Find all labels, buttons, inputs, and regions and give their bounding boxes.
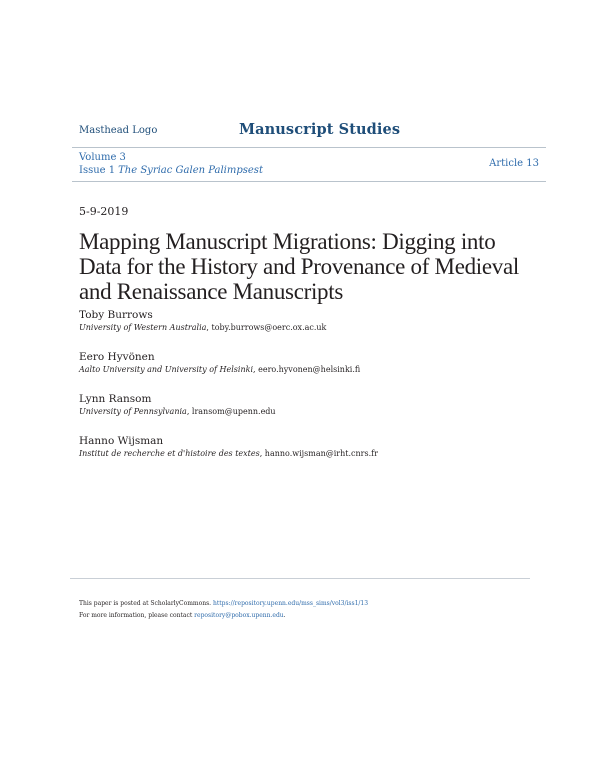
article-title: Mapping Manuscript Migrations: Digging into Data for the History and Provenance of Medieval and Renaissance Manuscripts [79, 229, 519, 304]
author-name[interactable]: Eero Hyvönen [79, 351, 155, 363]
masthead-logo-link[interactable]: Masthead Logo [79, 125, 158, 136]
contact-email-link[interactable]: repository@pobox.upenn.edu [194, 612, 284, 619]
author-affiliation [79, 448, 549, 460]
author-affiliation [79, 322, 549, 334]
author-list [79, 308, 549, 476]
author-email: , eero.hyvonen@helsinki.fi [253, 365, 361, 374]
article-url-link[interactable]: https://repository.upenn.edu/mss_sims/vol3/iss1/13 [213, 600, 369, 607]
posted-notice [79, 598, 539, 610]
author-entry [79, 434, 549, 476]
author-email: , hanno.wijsman@irht.cnrs.fr [259, 449, 378, 458]
author-email: , lransom@upenn.edu [186, 407, 276, 416]
author-name[interactable]: Hanno Wijsman [79, 435, 164, 447]
contact-text: For more information, please contact [79, 612, 193, 619]
issue-link[interactable]: Issue 1 [79, 165, 116, 176]
journal-title-link[interactable]: Manuscript Studies [239, 121, 401, 138]
author-institution: University of Pennsylvania [79, 407, 187, 416]
header-divider [72, 147, 546, 148]
volume-link[interactable]: Volume 3 [79, 152, 126, 163]
author-email: , toby.burrows@oerc.ox.ac.uk [206, 323, 327, 332]
author-affiliation [79, 364, 549, 376]
issue-divider [72, 181, 546, 182]
author-affiliation [79, 406, 549, 418]
posted-text: This paper is posted at ScholarlyCommons. [79, 600, 212, 607]
author-entry [79, 350, 549, 392]
contact-notice [79, 610, 539, 622]
issue-name-link[interactable]: The Syriac Galen Palimpsest [118, 165, 263, 176]
article-number-link[interactable]: Article 13 [489, 158, 539, 169]
issue-info [79, 151, 549, 181]
footer-notice [79, 598, 539, 622]
author-name[interactable]: Lynn Ransom [79, 393, 152, 405]
author-institution: Institut de recherche et d'histoire des textes [79, 449, 260, 458]
author-entry [79, 392, 549, 434]
publication-date: 5-9-2019 [79, 205, 129, 218]
author-institution: University of Western Australia [79, 323, 207, 332]
footer-divider [70, 578, 530, 579]
issue-line [79, 165, 263, 176]
author-institution: Aalto University and University of Helsinki [79, 365, 254, 374]
contact-period: . [283, 612, 286, 619]
author-entry [79, 308, 549, 350]
author-name[interactable]: Toby Burrows [79, 309, 153, 321]
masthead [79, 120, 539, 142]
